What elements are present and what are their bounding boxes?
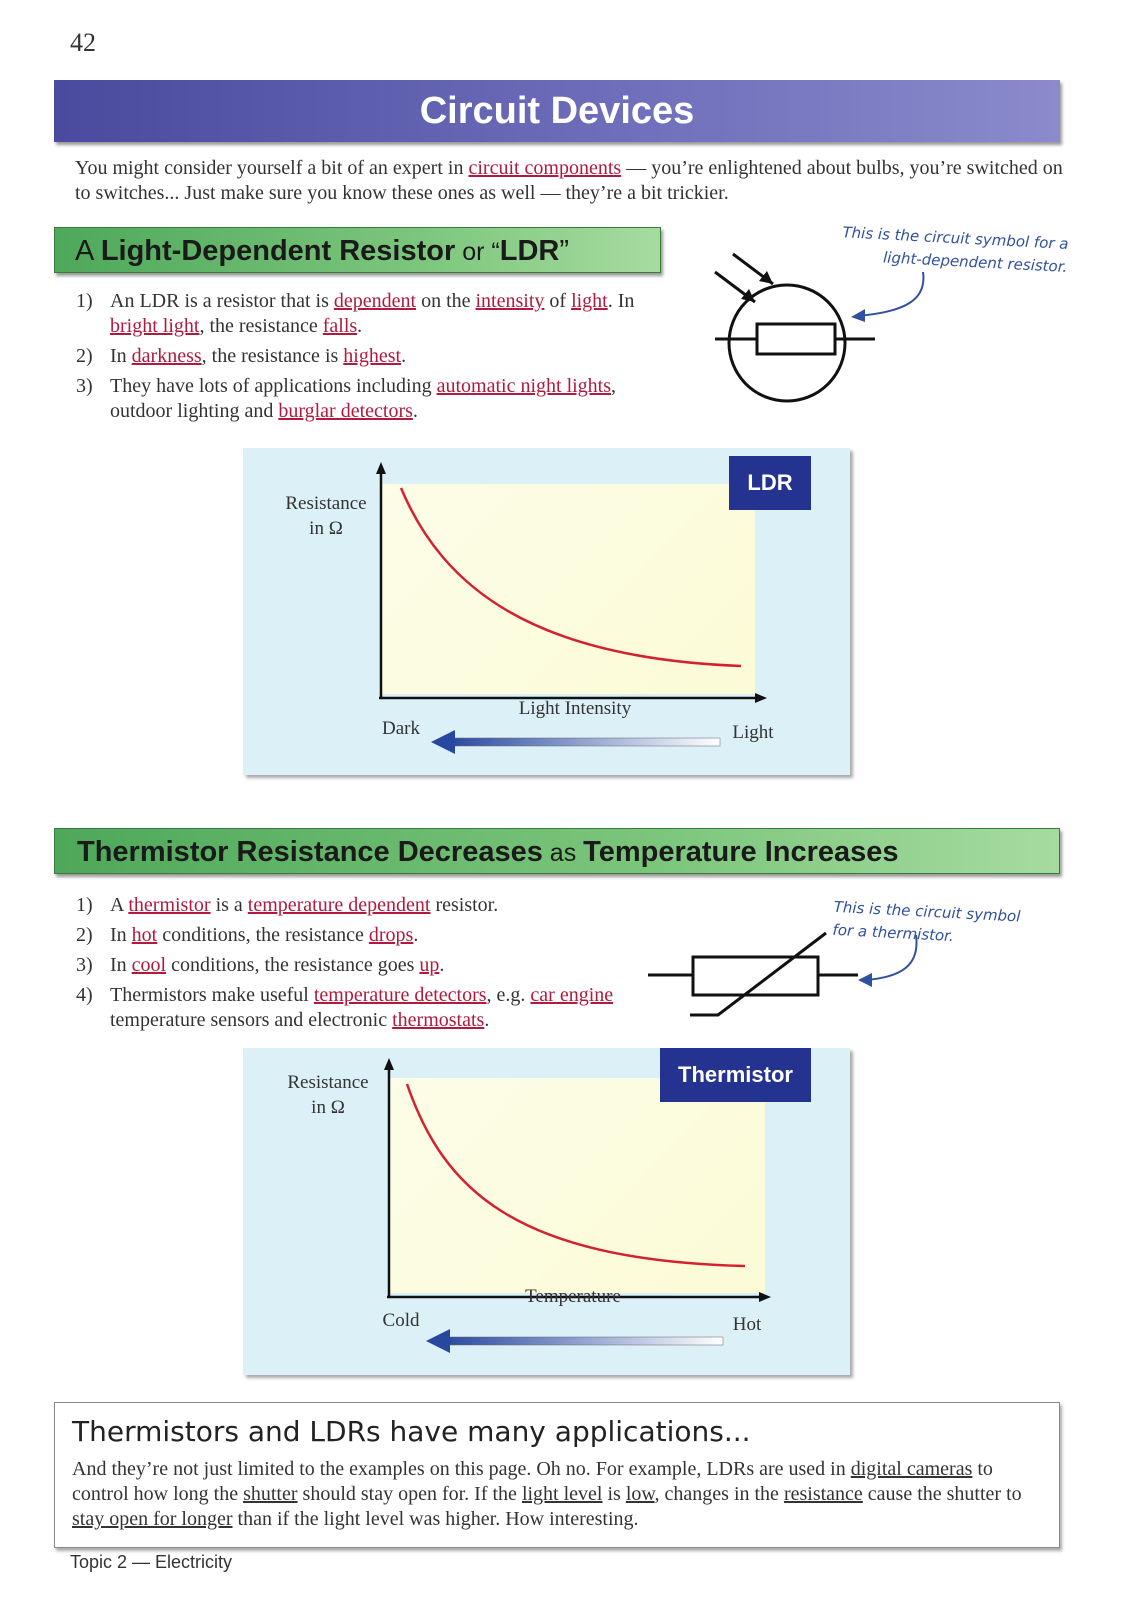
key-term[interactable]: hot xyxy=(131,924,158,946)
thermistor-symbol xyxy=(648,925,948,1025)
ldr-x-arrowhead xyxy=(755,693,767,703)
thermistor-heading-c: Temperature Increases xyxy=(583,836,899,868)
thermistor-symbol-note: This is the circuit symbol for a thermistor. xyxy=(832,897,1021,946)
ldr-symbol-arrowhead-2 xyxy=(759,271,773,284)
key-term[interactable]: highest xyxy=(343,345,402,367)
list-text: temperature sensors and electronic xyxy=(110,1009,393,1031)
ldr-heading xyxy=(54,227,661,273)
list-item xyxy=(76,344,676,369)
key-term[interactable]: drops xyxy=(368,924,414,946)
thermistor-cold-label: Cold xyxy=(382,1310,420,1331)
key-term[interactable]: car engine xyxy=(530,984,614,1006)
list-text: . In xyxy=(607,290,635,312)
key-term[interactable]: up xyxy=(419,954,440,976)
ldr-symbol-resistor xyxy=(757,324,835,354)
key-term[interactable]: thermistor xyxy=(128,894,211,916)
key-term[interactable]: thermostats xyxy=(392,1009,485,1031)
list-item-number: 3) xyxy=(76,954,93,976)
key-term[interactable]: cool xyxy=(131,954,167,976)
thermistor-y-arrowhead xyxy=(384,1058,394,1070)
ldr-light-label: Light xyxy=(732,722,774,743)
ldr-scale-arrowhead xyxy=(431,730,455,754)
intro-link[interactable]: circuit components xyxy=(468,157,622,179)
summary-text: , changes in the xyxy=(654,1483,784,1505)
list-item-number: 4) xyxy=(76,984,93,1006)
key-term[interactable]: darkness xyxy=(131,345,202,367)
summary-text: should stay open for. If the xyxy=(297,1483,522,1505)
summary-text: cause the shutter to xyxy=(862,1483,1022,1505)
summary-key-term: light level xyxy=(521,1483,603,1505)
ldr-note-arrowhead xyxy=(851,309,865,322)
ldr-y-arrowhead xyxy=(376,462,386,474)
summary-text: to control how long the xyxy=(72,1458,993,1505)
list-text: A xyxy=(110,894,129,916)
list-text: , the resistance xyxy=(199,315,323,337)
thermistor-heading xyxy=(54,828,1060,874)
thermistor-graph-panel xyxy=(243,1048,850,1375)
summary-key-term: resistance xyxy=(783,1483,863,1505)
list-text: In xyxy=(110,345,132,367)
list-text: . xyxy=(413,924,419,946)
key-term[interactable]: falls xyxy=(322,315,358,337)
list-text: of xyxy=(544,290,572,312)
intro-text-2: — you’re enlightened about bulbs, you’re switched on to switches... Just make sure you know these ones as well — they’re a bit trickier. xyxy=(75,157,1063,204)
key-term[interactable]: automatic night lights xyxy=(436,375,612,397)
ldr-graph-label: LDR xyxy=(729,456,811,510)
thermistor-x-label: Temperature xyxy=(525,1286,621,1307)
thermistor-curve xyxy=(407,1084,745,1266)
thermistor-symbol-resistor xyxy=(693,957,818,995)
thermistor-points-list xyxy=(76,893,626,1038)
summary-body xyxy=(72,1457,1032,1532)
list-text: Thermistors make useful xyxy=(110,984,314,1006)
list-text: . xyxy=(484,1009,490,1031)
thermistor-symbol-slash xyxy=(690,933,826,1015)
key-term[interactable]: dependent xyxy=(333,290,417,312)
summary-box xyxy=(54,1402,1060,1548)
ldr-symbol xyxy=(715,250,1075,410)
summary-text: And they’re not just limited to the examples on this page. Oh no. For example, LDRs are used in xyxy=(72,1458,851,1480)
page-number: 42 xyxy=(70,28,96,57)
ldr-x-label: Light Intensity xyxy=(518,698,632,719)
list-text: In xyxy=(110,954,132,976)
list-text: They have lots of applications including xyxy=(110,375,437,397)
ldr-y-label-2: in Ω xyxy=(309,518,343,539)
ldr-heading-c: or “ xyxy=(455,238,500,266)
summary-key-term: shutter xyxy=(243,1483,298,1505)
list-text: . xyxy=(401,345,407,367)
list-item-number: 1) xyxy=(76,290,93,312)
ldr-curve xyxy=(401,488,741,666)
list-text: conditions, the resistance xyxy=(157,924,369,946)
ldr-heading-a: A xyxy=(75,235,101,267)
key-term[interactable]: light xyxy=(571,290,608,312)
ldr-points-list xyxy=(76,289,676,429)
ldr-symbol-circle xyxy=(729,285,845,401)
list-item xyxy=(76,374,676,424)
list-item-number: 3) xyxy=(76,375,93,397)
list-item xyxy=(76,893,626,918)
ldr-symbol-note: This is the circuit symbol for a light-dependent resistor. xyxy=(842,223,1069,276)
ldr-y-label-1: Resistance xyxy=(285,493,367,514)
ldr-heading-e: ” xyxy=(559,235,570,267)
list-text: resistor. xyxy=(430,894,499,916)
key-term[interactable]: bright light xyxy=(110,315,200,337)
key-term[interactable]: temperature detectors xyxy=(313,984,487,1006)
page-title: Circuit Devices xyxy=(419,90,695,132)
footer-topic: Topic 2 — Electricity xyxy=(70,1552,233,1572)
list-text: . xyxy=(439,954,445,976)
list-item-number: 1) xyxy=(76,894,93,916)
list-item xyxy=(76,923,626,948)
list-item-number: 2) xyxy=(76,345,93,367)
thermistor-heading-a: Thermistor Resistance Decreases xyxy=(77,836,543,868)
ldr-scale-bar xyxy=(448,738,720,746)
list-text: . xyxy=(357,315,363,337)
list-text: is a xyxy=(210,894,248,916)
thermistor-heading-b: as xyxy=(542,839,584,867)
summary-title: Thermistors and LDRs have many applications... xyxy=(72,1415,751,1448)
list-item xyxy=(76,983,626,1033)
thermistor-hot-label: Hot xyxy=(732,1314,762,1335)
list-item xyxy=(76,953,626,978)
thermistor-note-arrow xyxy=(866,935,917,980)
title-banner xyxy=(54,80,1060,142)
key-term[interactable]: intensity xyxy=(475,290,545,312)
summary-text: is xyxy=(602,1483,626,1505)
ldr-heading-d: LDR xyxy=(499,235,560,267)
thermistor-y-label-1: Resistance xyxy=(287,1072,369,1093)
ldr-note-arrow xyxy=(857,272,923,316)
summary-key-term: digital cameras xyxy=(850,1458,973,1480)
key-term[interactable]: temperature dependent xyxy=(247,894,431,916)
list-text: on the xyxy=(416,290,476,312)
summary-key-term: stay open for longer xyxy=(72,1508,233,1530)
list-item-number: 2) xyxy=(76,924,93,946)
list-text: , e.g. xyxy=(486,984,531,1006)
list-text: , the resistance is xyxy=(201,345,344,367)
thermistor-note-arrowhead xyxy=(858,973,872,987)
list-text: , outdoor lighting and xyxy=(110,375,617,422)
ldr-heading-b: Light-Dependent Resistor xyxy=(100,235,456,267)
list-text: conditions, the resistance goes xyxy=(166,954,420,976)
list-text: . xyxy=(412,400,418,422)
thermistor-x-arrowhead xyxy=(759,1292,771,1302)
ldr-graph-panel xyxy=(243,448,850,775)
thermistor-scale-bar xyxy=(443,1337,723,1345)
thermistor-graph-label: Thermistor xyxy=(660,1048,811,1102)
intro-paragraph xyxy=(75,156,1065,206)
list-text: In xyxy=(110,924,132,946)
list-item xyxy=(76,289,676,339)
thermistor-y-label-2: in Ω xyxy=(311,1097,345,1118)
key-term[interactable]: burglar detectors xyxy=(278,400,413,422)
ldr-dark-label: Dark xyxy=(382,718,420,739)
summary-text: than if the light level was higher. How interesting. xyxy=(232,1508,639,1530)
summary-key-term: low xyxy=(625,1483,655,1505)
list-text: An LDR is a resistor that is xyxy=(110,290,334,312)
intro-text-1: You might consider yourself a bit of an expert in xyxy=(75,157,469,179)
